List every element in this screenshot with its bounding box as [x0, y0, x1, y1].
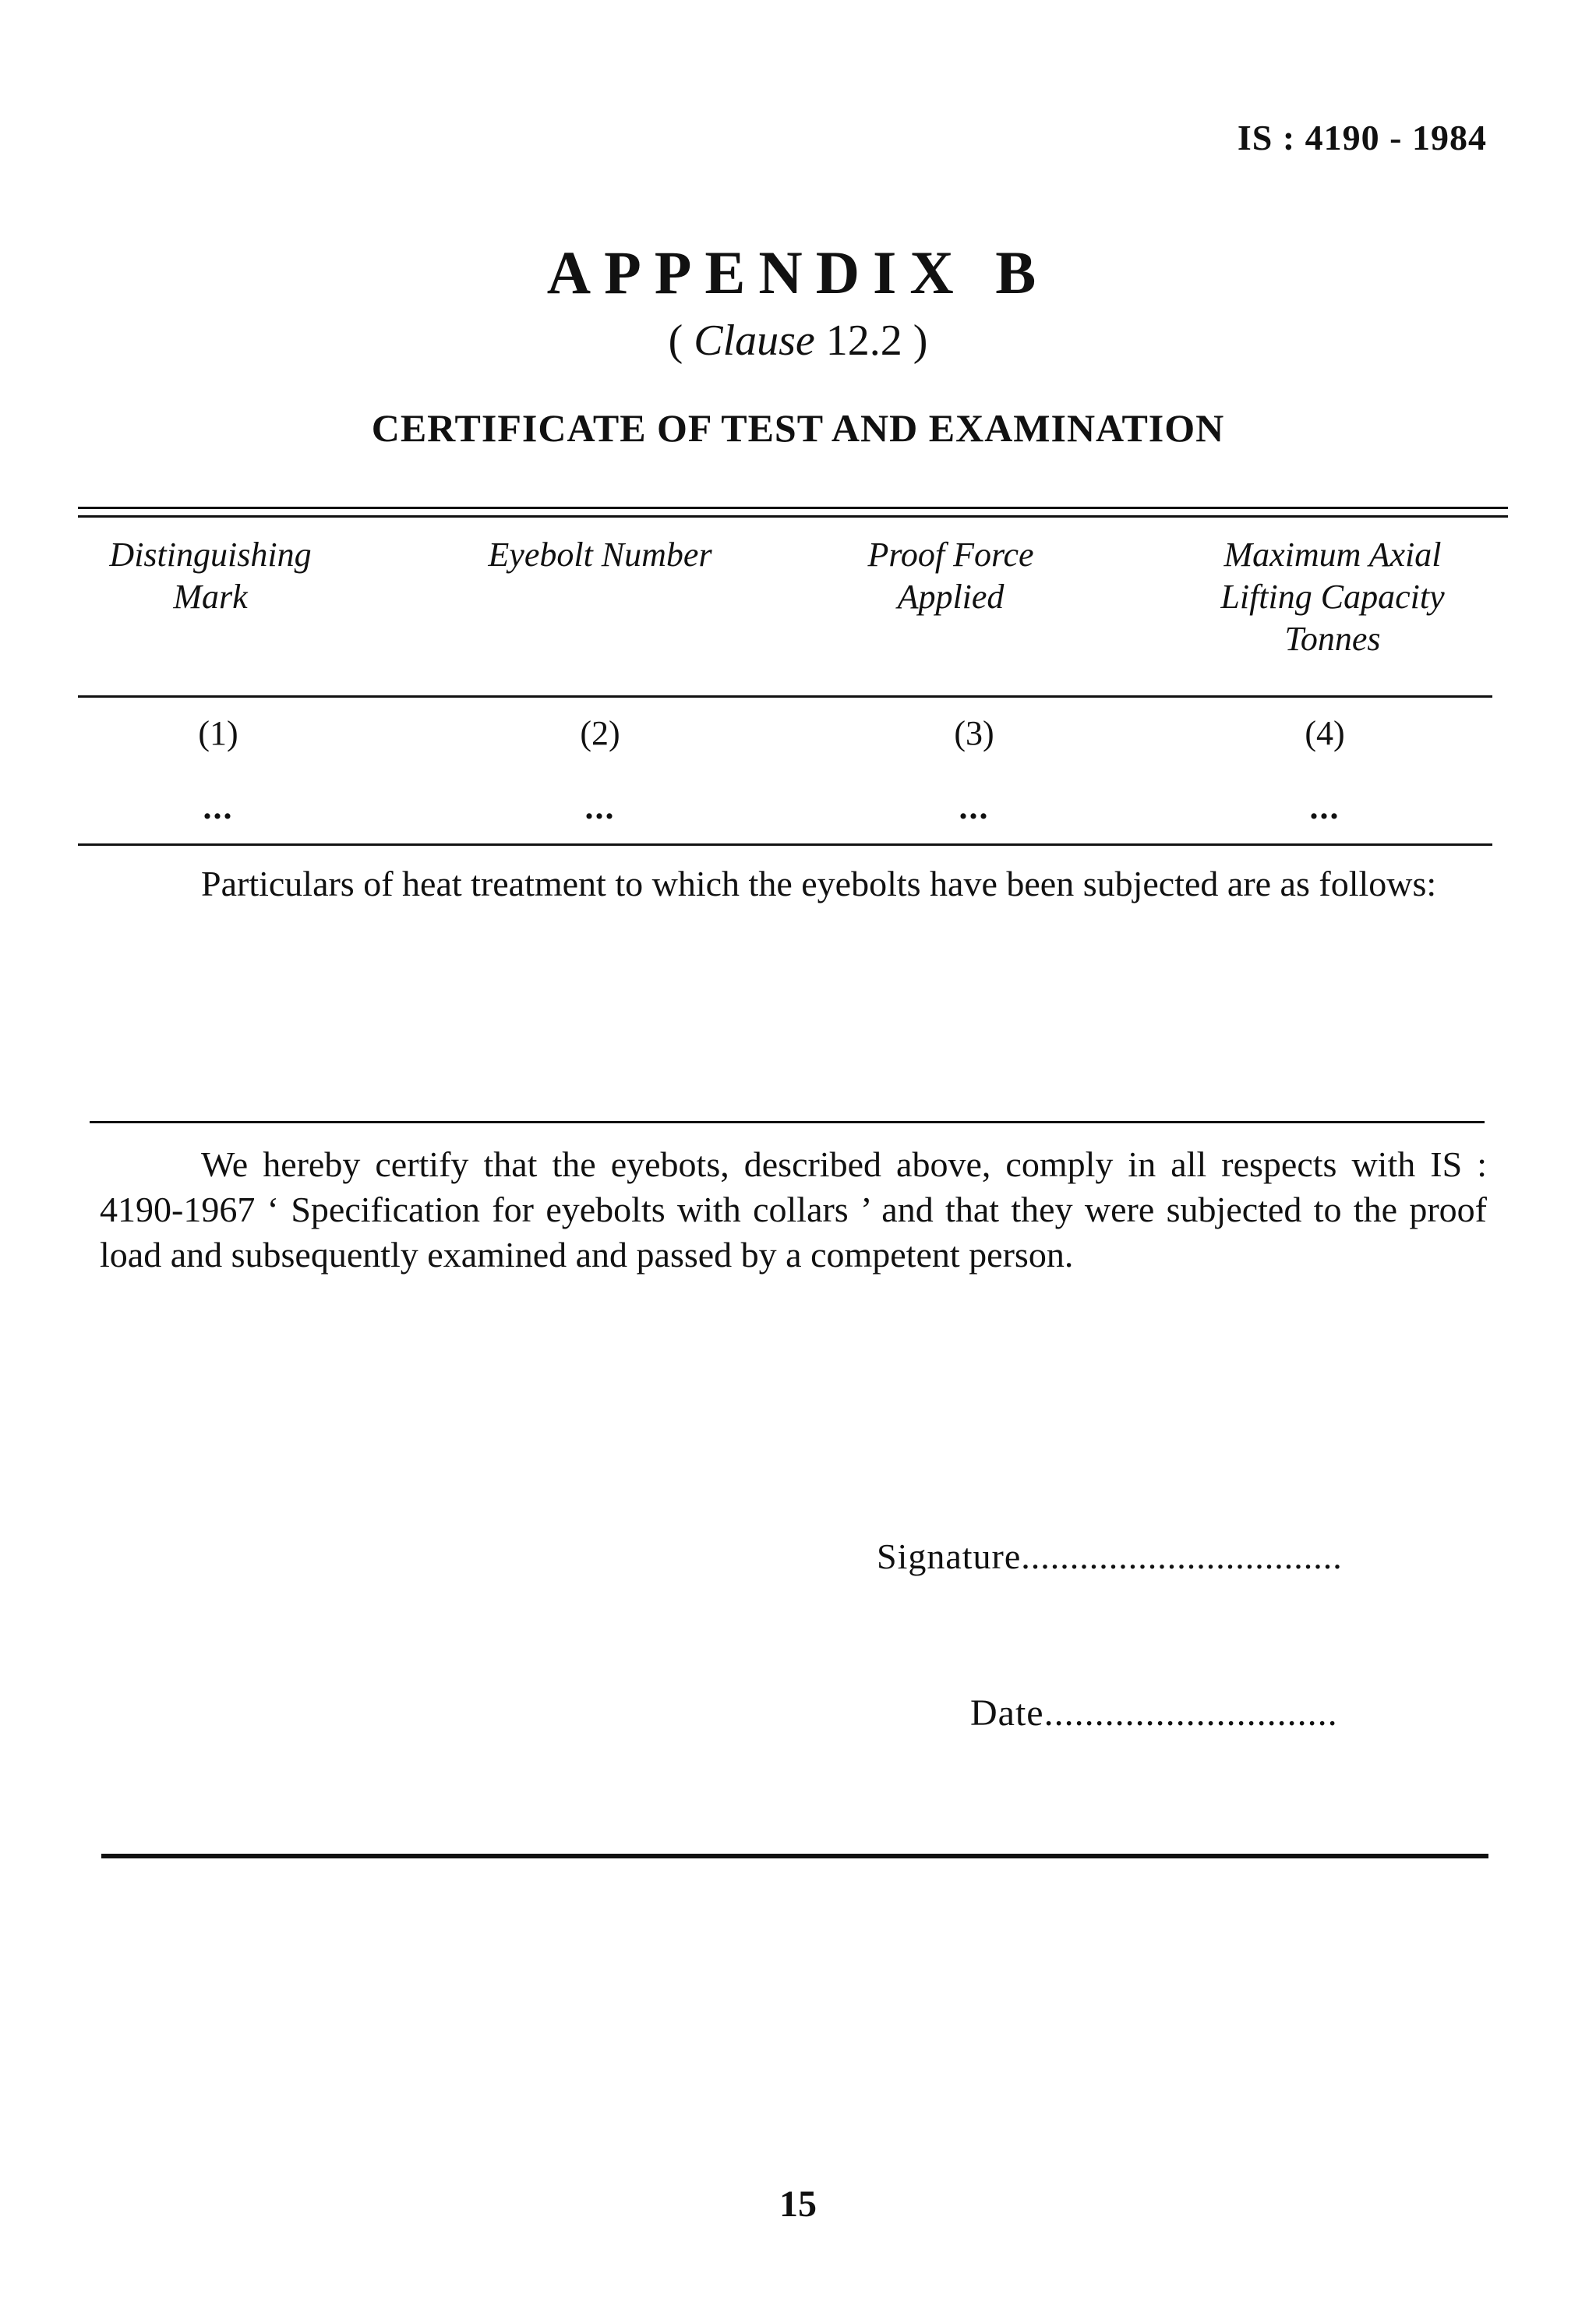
column-number: (4): [1305, 714, 1345, 752]
column-header-eyebolt-number: [436, 534, 764, 576]
clause-prefix: (: [668, 316, 694, 365]
header-line: Distinguishing: [109, 536, 312, 574]
header-line: Tonnes: [1284, 620, 1381, 658]
table-top-rule: [78, 507, 1508, 509]
table-cell-placeholder: ...: [584, 788, 616, 826]
header-line: Proof Force: [867, 536, 1034, 574]
appendix-title: APPENDIX B: [546, 239, 1050, 306]
table-bottom-rule: [78, 843, 1492, 846]
column-header-proof-force: [810, 534, 1091, 618]
date-field: Date.............................: [970, 1692, 1338, 1734]
table-cell-placeholder: ...: [203, 788, 234, 826]
table-cell-placeholder: ...: [1309, 788, 1340, 826]
column-number: (1): [198, 714, 238, 752]
header-line: Mark: [173, 578, 248, 616]
table-header-rule: [78, 695, 1492, 698]
page-number: 15: [779, 2183, 817, 2225]
clause-number: 12.2 ): [814, 316, 928, 365]
column-header-distinguishing-mark: [78, 534, 343, 618]
column-number: (3): [954, 714, 994, 752]
column-number: (2): [580, 714, 620, 752]
certification-paragraph: We hereby certify that the eyebots, described above, comply in all respects with IS : 4190-1967 ‘ Specification for eyebolts with collars ’ and that they were subjected to the proof load and subsequently examined and passed by a competent person.: [100, 1144, 1487, 1275]
standard-code: IS : 4190 - 1984: [1237, 118, 1487, 157]
column-header-max-axial-capacity: [1161, 534, 1504, 660]
header-line: Lifting Capacity: [1220, 578, 1445, 616]
section-divider: [90, 1121, 1485, 1123]
header-line: Applied: [897, 578, 1005, 616]
header-line: Maximum Axial: [1223, 536, 1442, 574]
header-line: Eyebolt Number: [488, 536, 712, 574]
footer-rule: [101, 1854, 1488, 1858]
table-cell-placeholder: ...: [959, 788, 990, 826]
signature-field: Signature.................................: [877, 1536, 1343, 1576]
heat-treatment-paragraph: Particulars of heat treatment to which the eyebolts have been subjected are as follows:: [201, 864, 1437, 903]
certificate-title: CERTIFICATE OF TEST AND EXAMINATION: [371, 406, 1225, 450]
clause-word: Clause: [694, 316, 815, 365]
clause-reference: [0, 316, 1596, 366]
table-top-rule-inner: [78, 515, 1508, 518]
